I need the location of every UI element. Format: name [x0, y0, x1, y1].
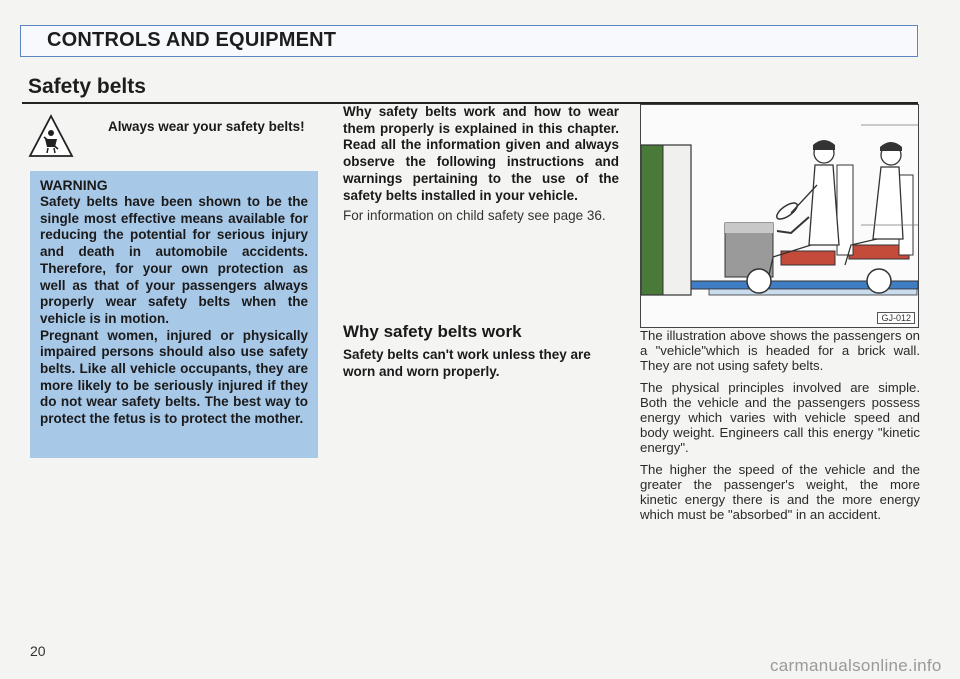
chapter-header	[20, 25, 918, 57]
illustration-code: GJ-012	[877, 312, 915, 324]
illustration-caption: The illustration above shows the passengers on a "vehicle"which is headed for a brick wall. They are not using safety belts.	[640, 328, 920, 374]
watermark: carmanualsonline.info	[770, 656, 942, 675]
warning-paragraph-1: Safety belts have been shown to be the single most effective means available for reducing the potential for serious injury and death in automobile accidents. Therefore, for your own protection as well as that of your passengers always properly wear safety belts when the vehicle is in motion.	[40, 194, 308, 326]
why-text: Safety belts can't work unless they are worn and worn properly.	[343, 347, 591, 379]
chapter-title: CONTROLS AND EQUIPMENT	[47, 29, 337, 51]
warning-paragraph-2: Pregnant women, injured or physically impaired persons should also use safety belts. Like all vehicle occupants, they are more likely to be seriously injured if they do not wear safety belts. The best way to protect the fetus is to protect the mother.	[40, 327, 308, 427]
section-title: Safety belts	[28, 75, 146, 98]
kinetic-energy-text: The higher the speed of the vehicle and the greater the passenger's weight, the more kinetic energy there is and the more energy which must be "absorbed" in an accident.	[640, 461, 920, 523]
vehicle-illustration	[640, 104, 919, 328]
why-heading: Why safety belts work	[343, 322, 522, 341]
child-safety-text: For information on child safety see page 36.	[343, 208, 606, 223]
warning-heading: WARNING	[40, 177, 108, 193]
physics-text: The physical principles involved are simple. Both the vehicle and the passengers possess energy which varies with vehicle speed and body weight. Engineers call this energy "kinetic energy".	[640, 379, 920, 456]
page-number: 20	[30, 643, 46, 659]
physics-column	[640, 328, 920, 528]
brick-wall-shade	[641, 145, 663, 295]
why-section	[343, 347, 619, 385]
warning-triangle-icon	[28, 114, 74, 158]
intro-column	[343, 104, 619, 209]
warning-box	[30, 171, 318, 458]
always-wear-notice: Always wear your safety belts!	[108, 119, 305, 134]
intro-text: Why safety belts work and how to wear them properly is explained in this chapter. Read all the information given and always observe the following instructions and warnings pertaining to the use of the safety belts installed in your vehicle.	[343, 104, 619, 203]
child-safety-note	[343, 208, 619, 230]
